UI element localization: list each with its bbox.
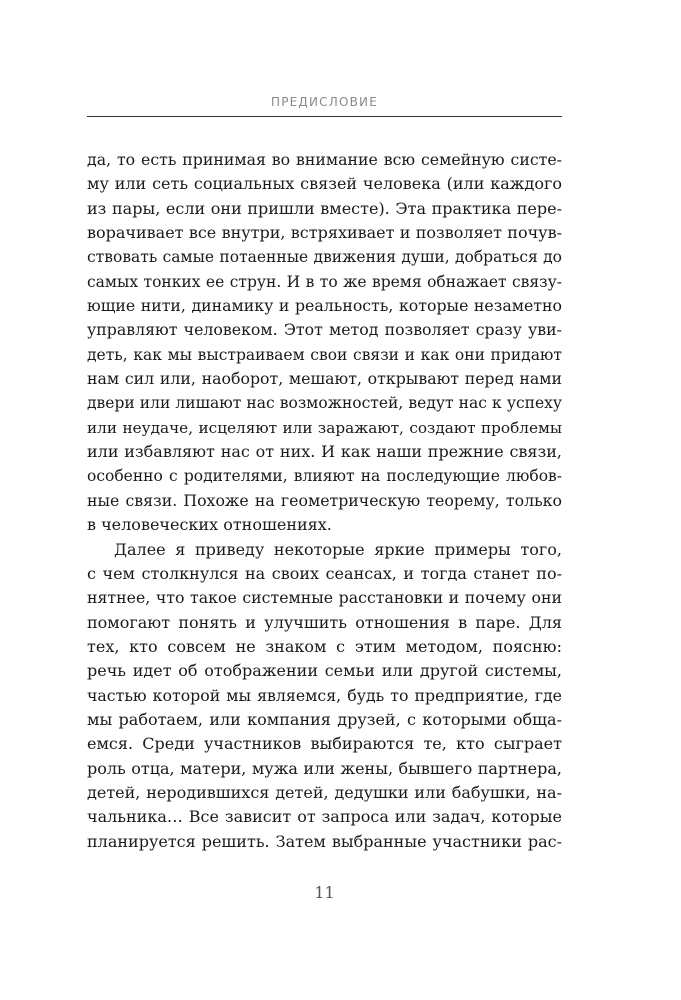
text-line: ющие нити, динамику и реальность, которые незаметно [87,296,562,316]
text-line: да, то есть принимая во внимание всю семейную систе- [87,150,562,169]
text-line: двери или лишают нас возможностей, ведут нас к успеху [87,394,562,413]
text-line: роль отца, матери, мужа или жены, бывшего партнера, [87,758,562,778]
text-line: особенно с родителями, влияют на последующие любов- [87,467,562,486]
text-line: тех, кто совсем не знаком с этим методом, поясню: [87,636,562,656]
page-number: 11 [314,883,335,902]
text-line: нам сил или, наоборот, мешают, открывают перед нами [87,369,562,389]
text-line: самых тонких ее струн. И в то же время обнажает связу- [87,272,562,291]
text-line: детей, неродившихся детей, дедушки или бабушки, на- [87,782,562,802]
text-line: мы работаем, или компания друзей, с которыми обща- [87,709,562,729]
text-line: частью которой мы являемся, будь то предприятие, где [87,685,562,705]
text-line: чальника… Все зависит от запроса или задач, которые [87,807,562,827]
text-line: или неудаче, исцеляют или заражают, создают проблемы [87,418,562,437]
text-line: в человеческих отношениях. [87,515,332,535]
text-line: планируется решить. Затем выбранные участники рас- [87,831,562,851]
header-divider [87,116,562,117]
text-line: управляют человеком. Этот метод позволяет сразу уви- [87,320,562,340]
text-line: с чем столкнулся на своих сеансах, и тогда станет по- [87,563,562,583]
text-line: деть, как мы выстраиваем свои связи и как они придают [87,345,562,364]
text-line: помогают понять и улучшить отношения в паре. Для [87,612,562,632]
running-header: ПРЕДИСЛОВИЕ [270,95,379,109]
text-line: емся. Среди участников выбираются те, кто сыграет [87,734,562,754]
text-line: му или сеть социальных связей человека (или каждого [87,174,562,194]
text-line: ные связи. Похоже на геометрическую теорему, только [87,490,562,510]
text-line: из пары, если они пришли вместе). Эта практика пере- [87,198,562,218]
text-line: речь идет об отображении семьи или другой системы, [87,661,562,681]
text-line: ствовать самые потаенные движения души, добраться до [87,248,562,267]
text-line: ворачивает все внутри, встряхивает и позволяет почув- [87,223,562,243]
text-line: Далее я приведу некоторые яркие примеры того, [114,539,562,559]
text-line: или избавляют нас от них. И как наши прежние связи, [87,442,562,462]
text-line: нятнее, что такое системные расстановки и почему они [87,588,562,608]
body-text [87,148,562,854]
